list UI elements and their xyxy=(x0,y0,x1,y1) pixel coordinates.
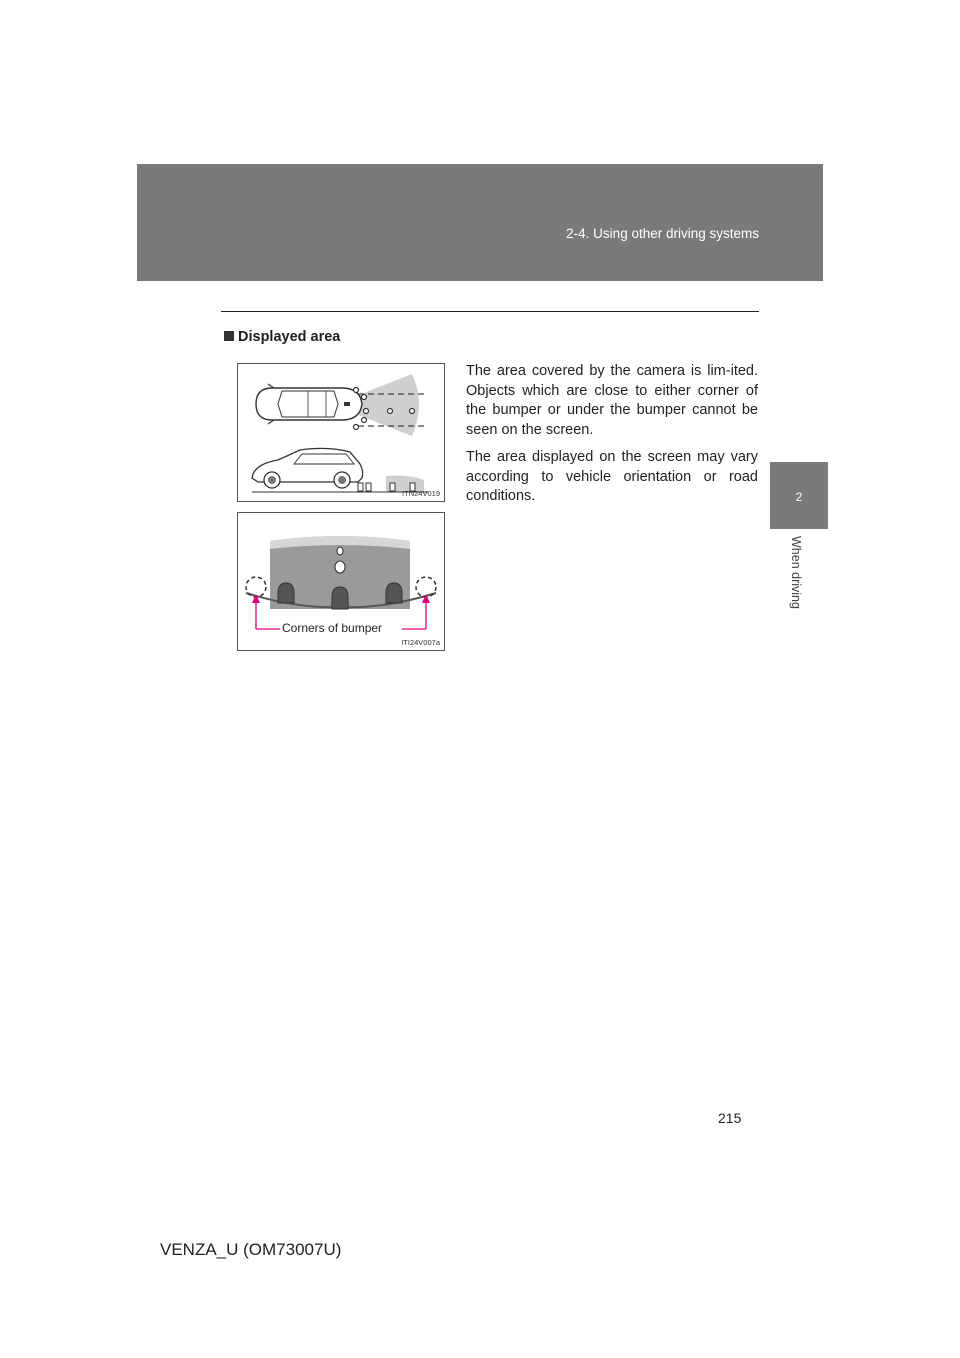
car-top-view-icon xyxy=(256,384,362,424)
header-band xyxy=(137,164,823,281)
figure-code: ITI24V007a xyxy=(401,638,440,647)
section-heading xyxy=(224,329,340,345)
figure-code: ITN24V019 xyxy=(402,489,440,498)
page-number: 215 xyxy=(718,1110,742,1126)
car-side-view-icon xyxy=(252,448,428,492)
square-bullet-icon xyxy=(224,331,234,341)
chapter-title: 2-4. Using other driving systems xyxy=(566,226,759,241)
section-rule xyxy=(221,311,759,312)
body-paragraph: The area displayed on the screen may vary according to vehicle orientation or road conditions. xyxy=(466,449,758,504)
chapter-label: When driving xyxy=(789,536,803,609)
document-code: VENZA_U (OM73007U) xyxy=(160,1240,342,1259)
coverage-area xyxy=(356,374,419,436)
body-paragraph: The area covered by the camera is lim-ited. Objects which are close to either corner of the bumper or under the bumper cannot be seen on the screen. xyxy=(466,363,758,438)
figure-camera-coverage xyxy=(237,363,445,502)
section-heading-text: Displayed area xyxy=(238,329,341,345)
chapter-label-wrap xyxy=(789,536,876,609)
chapter-number: 2 xyxy=(795,490,803,504)
figure-bumper-corners xyxy=(237,512,445,651)
camera-coverage-illustration xyxy=(238,364,444,501)
chapter-tab xyxy=(770,462,828,529)
figure-caption: Corners of bumper xyxy=(282,621,383,635)
